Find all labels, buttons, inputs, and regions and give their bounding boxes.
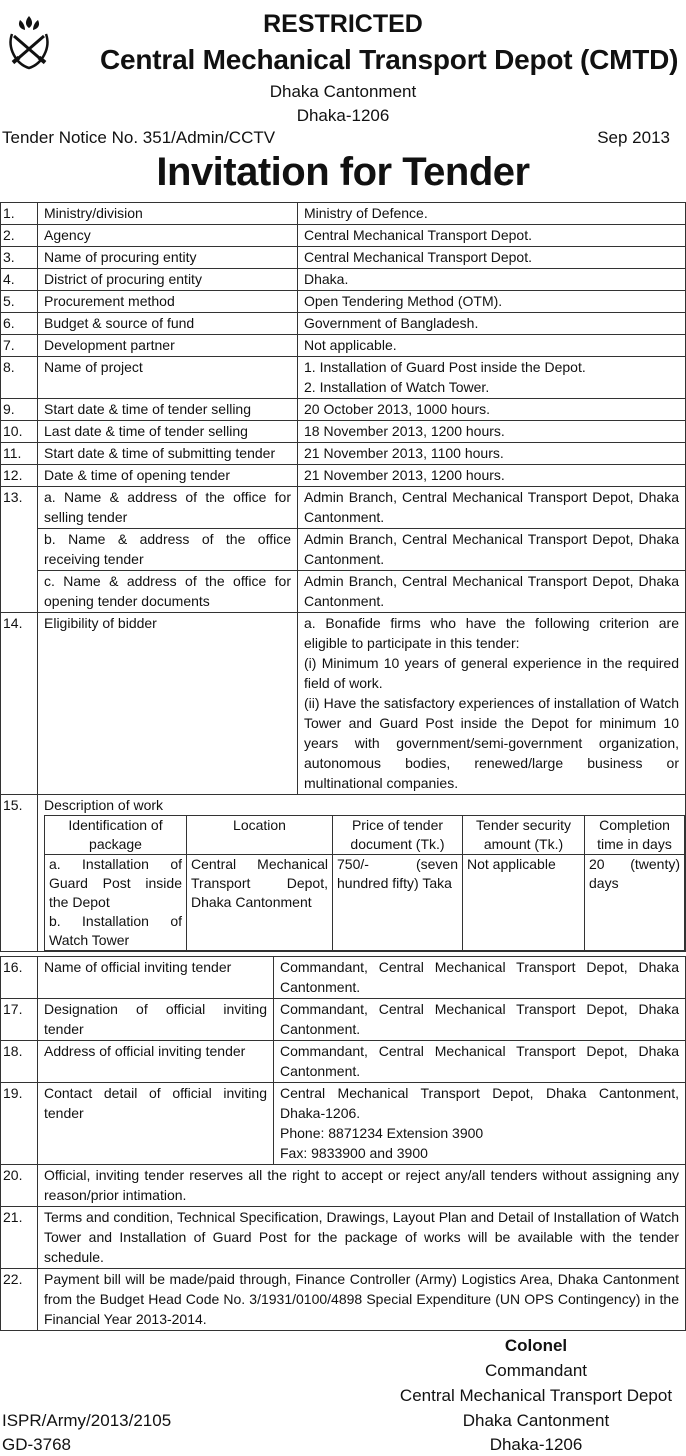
package-cell: a. Installation of Guard Post inside the Depot b. Installation of Watch Tower: [45, 855, 187, 951]
table-row: [1, 999, 686, 1041]
row-value: Admin Branch, Central Mechanical Transport Depot, Dhaka Cantonment.: [298, 571, 686, 613]
row-label: Name of procuring entity: [38, 247, 298, 269]
row-label: Name of project: [38, 357, 298, 399]
table-row: [1, 1165, 686, 1207]
row-label: a. Name & address of the office for selling tender: [38, 487, 298, 529]
row-number: 21.: [1, 1207, 38, 1269]
table-row: [1, 291, 686, 313]
row-number: 16.: [1, 957, 38, 999]
row-number: 9.: [1, 399, 38, 421]
table-row: [1, 399, 686, 421]
work-description-cell: [38, 795, 686, 952]
row-label: Start date & time of tender selling: [38, 399, 298, 421]
row-number: 12.: [1, 465, 38, 487]
eligibility-paragraph: a. Bonafide firms who have the following criterion are eligible to participate in this tender:: [304, 615, 679, 651]
row-number: 1.: [1, 203, 38, 225]
row-value: Government of Bangladesh.: [298, 313, 686, 335]
table-row: [1, 613, 686, 795]
contact-phone: Phone: 8871234 Extension 3900: [280, 1125, 484, 1141]
classification-heading: RESTRICTED: [263, 10, 423, 38]
row-number: 15.: [1, 795, 38, 952]
row-label: Eligibility of bidder: [38, 613, 298, 795]
row-label: District of procuring entity: [38, 269, 298, 291]
row-number: 11.: [1, 443, 38, 465]
row-label: Date & time of opening tender: [38, 465, 298, 487]
row-value: 20 October 2013, 1000 hours.: [298, 399, 686, 421]
table-row: [1, 1207, 686, 1269]
row-number: 13.: [1, 487, 38, 613]
column-header: Completion time in days: [585, 816, 685, 855]
row-value: Central Mechanical Transport Depot.: [298, 247, 686, 269]
location-cell: Central Mechanical Transport Depot, Dhaka Cantonment: [187, 855, 333, 951]
signature-title: Commandant: [484, 1361, 588, 1380]
row-label: Budget & source of fund: [38, 313, 298, 335]
row-label: Ministry/division: [38, 203, 298, 225]
row-value: Commandant, Central Mechanical Transport Depot, Dhaka Cantonment.: [274, 957, 686, 999]
table-row: [1, 957, 686, 999]
row-value: Dhaka.: [298, 269, 686, 291]
work-description-table: [44, 815, 685, 951]
row-label: Contact detail of official inviting tender: [38, 1083, 274, 1165]
row-value: Admin Branch, Central Mechanical Transport Depot, Dhaka Cantonment.: [298, 487, 686, 529]
row-value: Central Mechanical Transport Depot.: [298, 225, 686, 247]
price-cell: 750/- (seven hundred fifty) Taka: [333, 855, 463, 951]
row-number: 5.: [1, 291, 38, 313]
completion-cell: 20 (twenty) days: [585, 855, 685, 951]
row-text: Terms and condition, Technical Specification, Drawings, Layout Plan and Detail of Installation of Watch Tower and Installation of Guard Post for the package of works will be available with the tender schedule.: [38, 1207, 686, 1269]
row-number: 14.: [1, 613, 38, 795]
project-item-1: 1. Installation of Guard Post inside the Depot.: [304, 359, 586, 375]
contact-details: [274, 1083, 686, 1165]
row-number: 22.: [1, 1269, 38, 1331]
signature-unit: Central Mechanical Transport Depot: [399, 1386, 673, 1405]
table-row: [1, 313, 686, 335]
inner-data-row: [45, 855, 685, 951]
contact-address: Central Mechanical Transport Depot, Dhaka Cantonment, Dhaka-1206.: [280, 1085, 679, 1121]
table-row: [1, 795, 686, 952]
row-value: 21 November 2013, 1100 hours.: [298, 443, 686, 465]
table-row: [1, 269, 686, 291]
eligibility-paragraph: (i) Minimum 10 years of general experience in the required field of work.: [304, 655, 679, 691]
row-text: Official, inviting tender reserves all the right to accept or reject any/all tenders without assigning any reason/prior intimation.: [38, 1165, 686, 1207]
row-value: Commandant, Central Mechanical Transport Depot, Dhaka Cantonment.: [274, 1041, 686, 1083]
project-item-2: 2. Installation of Watch Tower.: [304, 379, 490, 395]
row-value: 21 November 2013, 1200 hours.: [298, 465, 686, 487]
row-number: 2.: [1, 225, 38, 247]
row-label: Procurement method: [38, 291, 298, 313]
signature-rank: Colonel: [504, 1336, 568, 1355]
table-row: [1, 529, 686, 571]
row-number: 4.: [1, 269, 38, 291]
row-label: Address of official inviting tender: [38, 1041, 274, 1083]
table-row: [1, 571, 686, 613]
tender-notice-number: Tender Notice No. 351/Admin/CCTV: [2, 128, 276, 147]
row-value: Admin Branch, Central Mechanical Transport Depot, Dhaka Cantonment.: [298, 529, 686, 571]
row-number: 10.: [1, 421, 38, 443]
table-row: [1, 247, 686, 269]
table-row: [1, 357, 686, 399]
column-header: Tender security amount (Tk.): [463, 816, 585, 855]
ispr-reference: ISPR/Army/2013/2105: [2, 1411, 172, 1430]
table-row: [1, 1269, 686, 1331]
row-label: c. Name & address of the office for opening tender documents: [38, 571, 298, 613]
row-number: 17.: [1, 999, 38, 1041]
row-number: 3.: [1, 247, 38, 269]
row-number: 19.: [1, 1083, 38, 1165]
notice-date: Sep 2013: [597, 128, 670, 147]
table-row: [1, 465, 686, 487]
table-row: [1, 335, 686, 357]
row-label: Start date & time of submitting tender: [38, 443, 298, 465]
column-header: Identification of package: [45, 816, 187, 855]
table-row: [1, 421, 686, 443]
table-row: [1, 1083, 686, 1165]
eligibility-criteria: [298, 613, 686, 795]
column-header: Location: [187, 816, 333, 855]
row-label: Agency: [38, 225, 298, 247]
row-label: Designation of official inviting tender: [38, 999, 274, 1041]
address-line-1: Dhaka Cantonment: [269, 82, 417, 101]
row-value: Commandant, Central Mechanical Transport Depot, Dhaka Cantonment.: [274, 999, 686, 1041]
official-details-table: [0, 956, 686, 1331]
column-header: Price of tender document (Tk.): [333, 816, 463, 855]
row-value: Open Tendering Method (OTM).: [298, 291, 686, 313]
row-label: Name of official inviting tender: [38, 957, 274, 999]
page-title: Invitation for Tender: [156, 150, 530, 194]
row-label: b. Name & address of the office receiving tender: [38, 529, 298, 571]
row-number: 6.: [1, 313, 38, 335]
signature-place-1: Dhaka Cantonment: [462, 1411, 610, 1430]
table-row: [1, 487, 686, 529]
row-label: Description of work: [44, 797, 164, 813]
table-row: [1, 1041, 686, 1083]
row-value: [298, 357, 686, 399]
contact-fax: Fax: 9833900 and 3900: [280, 1145, 428, 1161]
row-number: 20.: [1, 1165, 38, 1207]
address-line-2: Dhaka-1206: [296, 106, 390, 125]
row-label: Development partner: [38, 335, 298, 357]
row-label: Last date & time of tender selling: [38, 421, 298, 443]
row-value: 18 November 2013, 1200 hours.: [298, 421, 686, 443]
gd-reference: GD-3768: [2, 1435, 71, 1454]
row-value: Ministry of Defence.: [298, 203, 686, 225]
row-number: 7.: [1, 335, 38, 357]
tender-details-table: [0, 202, 686, 952]
row-number: 18.: [1, 1041, 38, 1083]
row-number: 8.: [1, 357, 38, 399]
inner-header-row: [45, 816, 685, 855]
row-text: Payment bill will be made/paid through, Finance Controller (Army) Logistics Area, Dhaka Cantonment from the Budget Head Code No. 3/1931/0100/4898 Special Expenditure (UN OPS Contingency) in the Financial Year 2013-2014.: [38, 1269, 686, 1331]
eligibility-paragraph: (ii) Have the satisfactory experiences of installation of Watch Tower and Guard Post inside the Depot for minimum 10 years with government/semi-government organization, autonomous bodies, renewed/large business or multinational companies.: [304, 695, 679, 791]
signature-place-2: Dhaka-1206: [489, 1435, 583, 1454]
security-cell: Not applicable: [463, 855, 585, 951]
table-row: [1, 225, 686, 247]
table-row: [1, 443, 686, 465]
organization-heading: Central Mechanical Transport Depot (CMTD): [100, 44, 679, 75]
table-row: [1, 203, 686, 225]
row-value: Not applicable.: [298, 335, 686, 357]
